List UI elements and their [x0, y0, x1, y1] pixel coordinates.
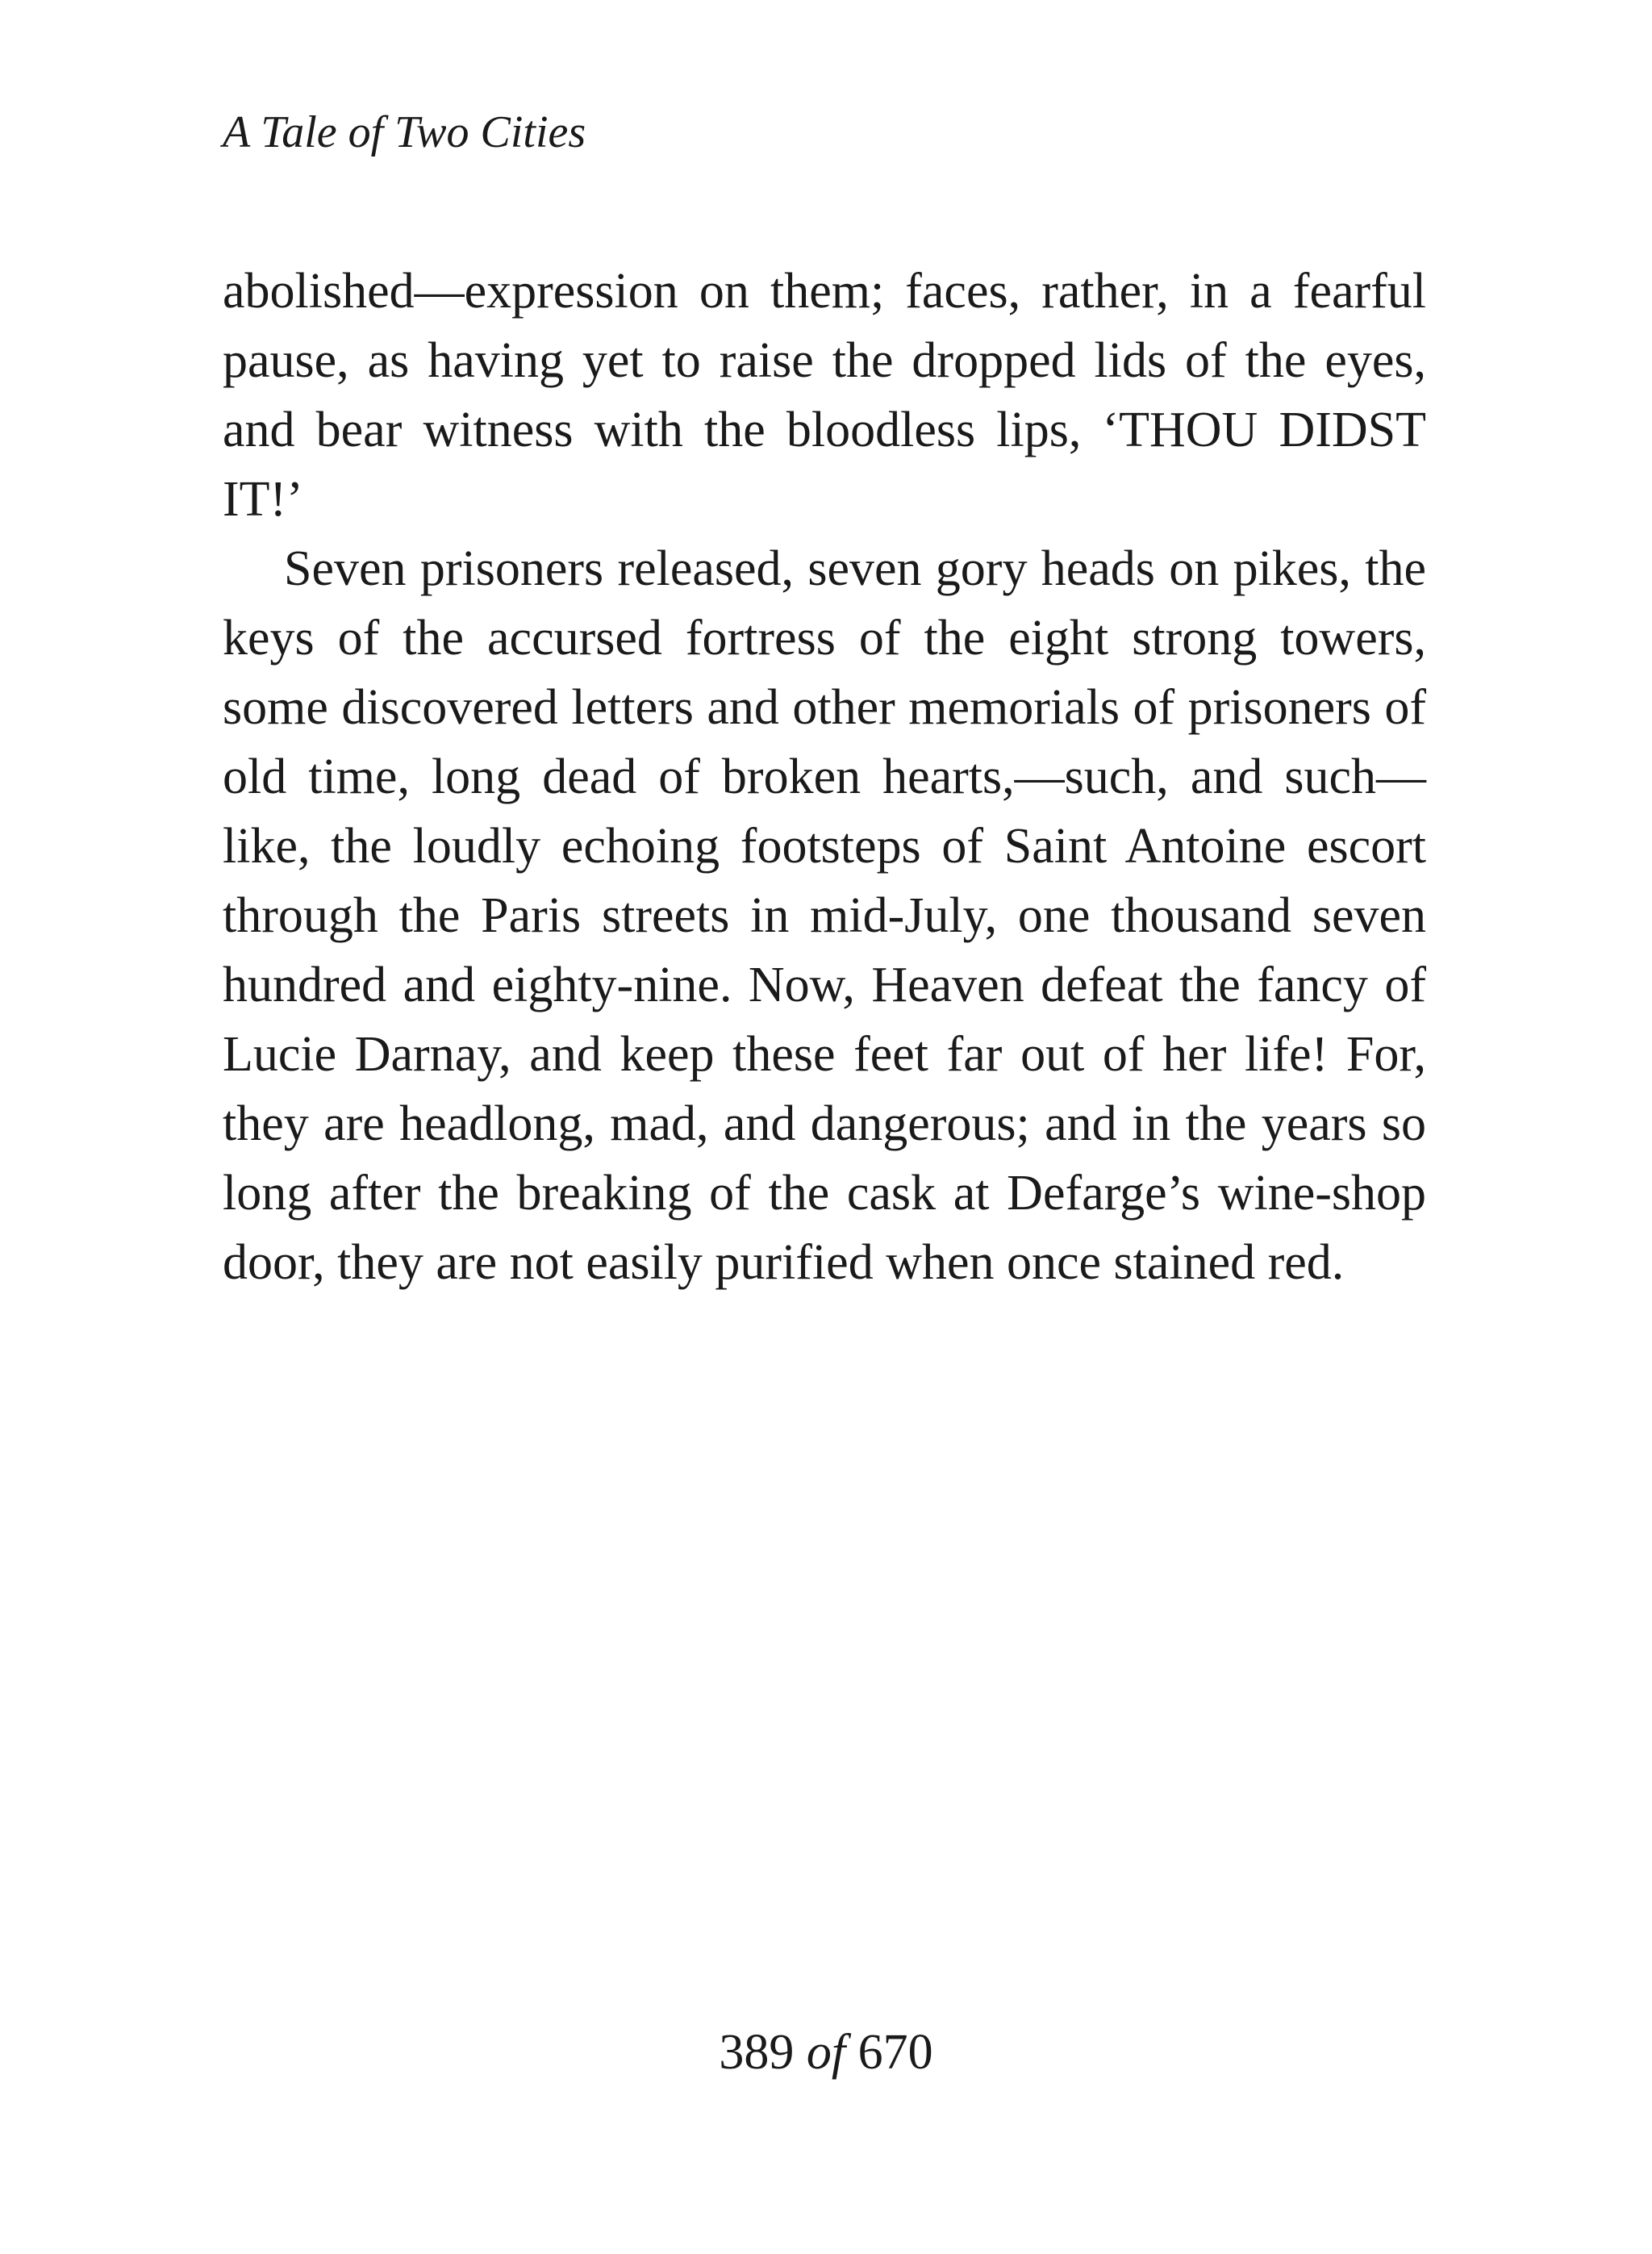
page-number	[0, 2020, 1652, 2085]
running-head-title: A Tale of Two Cities	[223, 107, 586, 157]
page-number-current: 389	[719, 2025, 795, 2080]
page-number-of: of	[806, 2025, 846, 2080]
page-body	[223, 257, 1426, 1297]
paragraph: Seven prisoners released, seven gory heads on pikes, the keys of the accursed fortress of the eight strong towers, some discovered letters and other memorials of prisoners of old time, long dead of broken hearts,—such, and such—like, the loudly echoing footsteps of Saint Antoine escort through the Paris streets in mid-July, one thousand seven hundred and eighty-nine. Now, Heaven defeat the fancy of Lucie Darnay, and keep these feet far out of her life! For, they are headlong, mad, and dangerous; and in the years so long after the breaking of the cask at Defarge’s wine-shop door, they are not easily purified when once stained red.	[223, 541, 1426, 1290]
page-number-total: 670	[857, 2025, 933, 2080]
paragraph-continued: abolished—expression on them; faces, rather, in a fearful pause, as having yet to raise the dropped lids of the eyes, and bear witness with the bloodless lips, ‘THOU DIDST IT!’	[223, 264, 1426, 527]
